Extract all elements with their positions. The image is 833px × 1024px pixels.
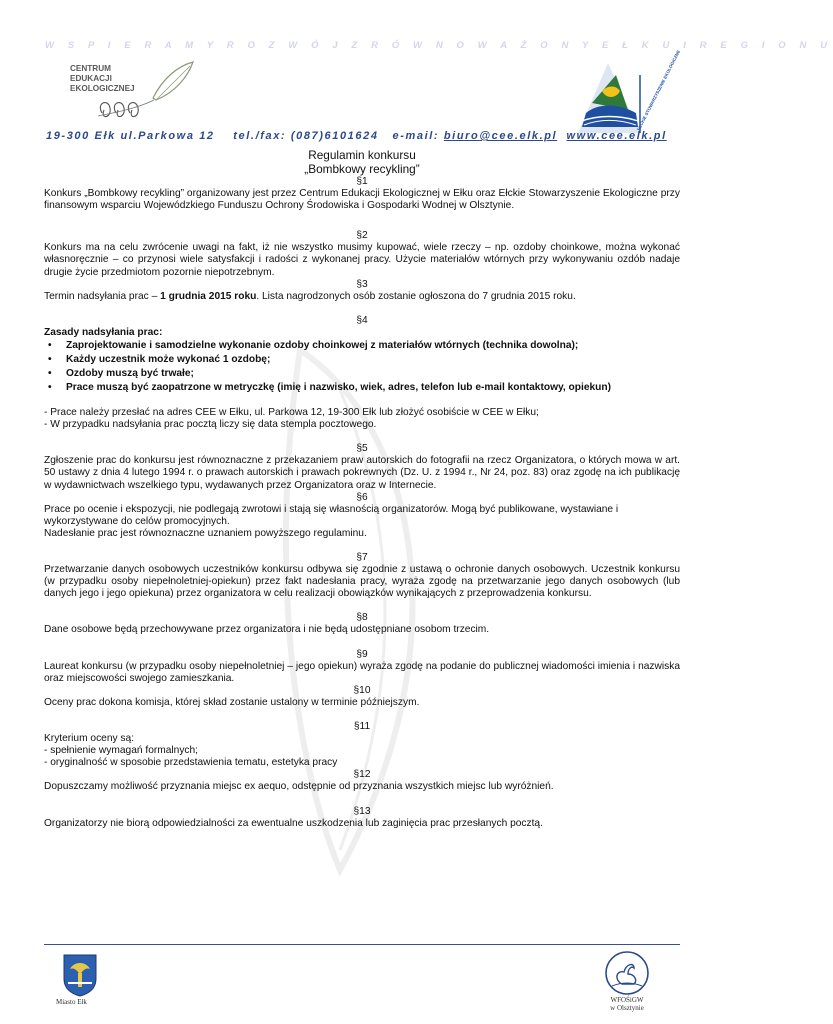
section-note: - W przypadku nadsyłania prac pocztą liczy się data stempla pocztowego. [44, 419, 377, 431]
cee-logo-line: EDUKACJI [70, 74, 112, 83]
deadline-prefix: Termin nadsyłania prac – [44, 290, 161, 302]
contact-email-link[interactable]: biuro@cee.elk.pl [443, 130, 558, 142]
section-text: Konkurs ma na celu zwrócenie uwagi na fakt, iż nie wszystko musimy kupować, wiele rzeczy – np. ozdoby choinkowe, można wykonać własnoręcznie – co przynosi wiele satysfakcji i radości z wykonanej pracy. Użycie materiałów wtórnych przy wykonywaniu ozdób nadaje drugie życie przedmiotom pozornie niepotrzebnym. [44, 242, 680, 278]
rules-title: Zasady nadsyłania prac: [44, 326, 163, 338]
criteria-item: - oryginalność w sposobie przedstawienia tematu, estetyka pracy [44, 757, 338, 769]
regulations-document [44, 148, 680, 830]
section-heading: §5 [356, 443, 368, 455]
section-text: Dopuszczamy możliwość przyznania miejsc ex aequo, odstępnie od przyznania wszystkich miejsc lub wyróżnień. [44, 781, 554, 793]
section-text [44, 291, 680, 303]
elk-coat-of-arms-icon [62, 953, 98, 997]
deadline-date: 1 grudnia 2015 roku [160, 290, 257, 302]
cee-logo-line: CENTRUM [70, 64, 111, 73]
section-text: Oceny prac dokona komisja, której skład zostanie ustalony w terminie późniejszym. [44, 696, 420, 708]
criteria-item: - spełnienie wymagań formalnych; [44, 745, 199, 757]
section-note: - Prace należy przesłać na adres CEE w Ełku, ul. Parkowa 12, 19-300 Ełk lub złożyć osobiście w CEE w Ełku; [44, 407, 539, 419]
section-text: Prace po ocenie i ekspozycji, nie podlegają zwrotowi i stają się własnością organizatorów. Mogą być publikowane, wystawiane i wykorzystywane do celów promocyjnych. [44, 503, 619, 527]
section-text: Zgłoszenie prac do konkursu jest równoznaczne z przekazaniem praw autorskich do fotografii na rzecz Organizatora, o których mowa w art. 50 ustawy z dnia 4 lutego 1994 r. o prawach autorskich i prawach pokrewnych (Dz. U. z 1994 r., Nr 24, poz. 83) oraz zgodę na ich publikację w wydawnictwach wszelkiego typu, wydawanych przez Organizatora oraz w Internecie. [44, 455, 680, 491]
section-heading: §13 [353, 805, 371, 817]
section-heading: §12 [353, 769, 371, 781]
cee-logo [58, 58, 198, 128]
section-heading: §10 [353, 684, 371, 696]
list-item: • Ozdoby muszą być trwałe; [62, 367, 680, 381]
document-title: Regulamin konkursu [308, 148, 416, 162]
wfos-caption-line: w Olsztynie [610, 1004, 644, 1012]
section-text: Organizatorzy nie biorą odpowiedzialności za ewentualne uszkodzenia lub zaginięcia prac przesłanych pocztą. [44, 817, 543, 829]
section-text: Nadesłanie prac jest równoznaczne uznaniem powyższego regulaminu. [44, 527, 367, 539]
criteria-title: Kryterium oceny są: [44, 733, 135, 745]
contact-address: 19-300 Ełk ul.Parkowa 12 [46, 130, 215, 142]
list-item: • Każdy uczestnik może wykonać 1 ozdobę; [62, 353, 680, 367]
contact-line [46, 130, 667, 142]
list-item: • Prace muszą być zaopatrzone w metryczkę (imię i nazwisko, wiek, adres, telefon lub e-mail kontaktowy, opiekun) [62, 381, 680, 395]
rules-list [44, 339, 680, 395]
elk-caption: Miasto Ełk [56, 998, 87, 1006]
footer-divider [44, 944, 680, 945]
list-item: • Zaprojektowanie i samodzielne wykonanie ozdoby choinkowej z materiałów wtórnych (technika dowolna); [62, 339, 680, 353]
wfos-swan-icon [604, 950, 650, 996]
section-heading: §7 [356, 551, 368, 563]
section-text: Laureat konkursu (w przypadku osoby niepełnoletniej – jego opiekun) wyraża zgodę na podanie do publicznej wiadomości imienia i nazwiska oraz miejscowości swojego zamieszkania. [44, 660, 680, 684]
section-heading: §1 [356, 176, 368, 187]
leaf-icon [58, 58, 198, 128]
contact-www-link[interactable]: www.cee.elk.pl [566, 130, 667, 142]
section-heading: §9 [356, 648, 368, 660]
header-tagline: W S P I E R A M Y R O Z W Ó J Z R Ó W N O W A Ż O N Y E Ł K U I R E G I O N U [45, 40, 833, 51]
stowarzyszenie-logo-text: EŁCKIE STOWARZYSZENIE EKOLOGICZNE [636, 49, 682, 132]
section-heading: §2 [356, 230, 368, 242]
section-heading: §11 [353, 721, 371, 732]
section-heading: §4 [356, 314, 368, 326]
section-text: Przetwarzanie danych osobowych uczestników konkursu odbywa się zgodnie z ustawą o ochronie danych osobowych. Uczestnik konkursu (w przypadku osoby niepełnoletniej-opiekun) przez fakt nadesłania pracy, wyraża zgodę na przetwarzanie jego danych osobowych (lub danych jego i jego opiekuna) przez organizatora w celu realizacji obowiązków wynikających z przeprowadzenia konkursu. [44, 564, 680, 600]
wfos-caption-line: WFOŚiGW [610, 996, 644, 1004]
stowarzyszenie-emblem-icon [558, 55, 658, 140]
contact-email-label: e-mail: [392, 130, 440, 142]
section-heading: §8 [356, 612, 368, 624]
section-text: Konkurs „Bombkowy recykling” organizowany jest przez Centrum Edukacji Ekologicznej w Ełku oraz Ełckie Stowarzyszenie Ekologiczne przy finansowym wsparciu Wojewódzkiego Funduszu Ochrony Środowiska i Gospodarki Wodnej w Olsztynie. [44, 188, 680, 212]
document-subtitle: „Bombkowy recykling” [304, 162, 420, 176]
stowarzyszenie-logo [558, 49, 682, 140]
section-text: Dane osobowe będą przechowywane przez organizatora i nie będą udostępniane osobom trzecim. [44, 624, 490, 636]
section-heading: §6 [356, 491, 368, 503]
deadline-suffix: . Lista nagrodzonych osób zostanie ogłoszona do 7 grudnia 2015 roku. [256, 290, 576, 302]
section-heading: §3 [356, 278, 368, 290]
contact-phone: tel./fax: (087)6101624 [233, 130, 379, 142]
wfos-caption [598, 996, 656, 1012]
cee-logo-line: EKOLOGICZNEJ [70, 84, 135, 93]
